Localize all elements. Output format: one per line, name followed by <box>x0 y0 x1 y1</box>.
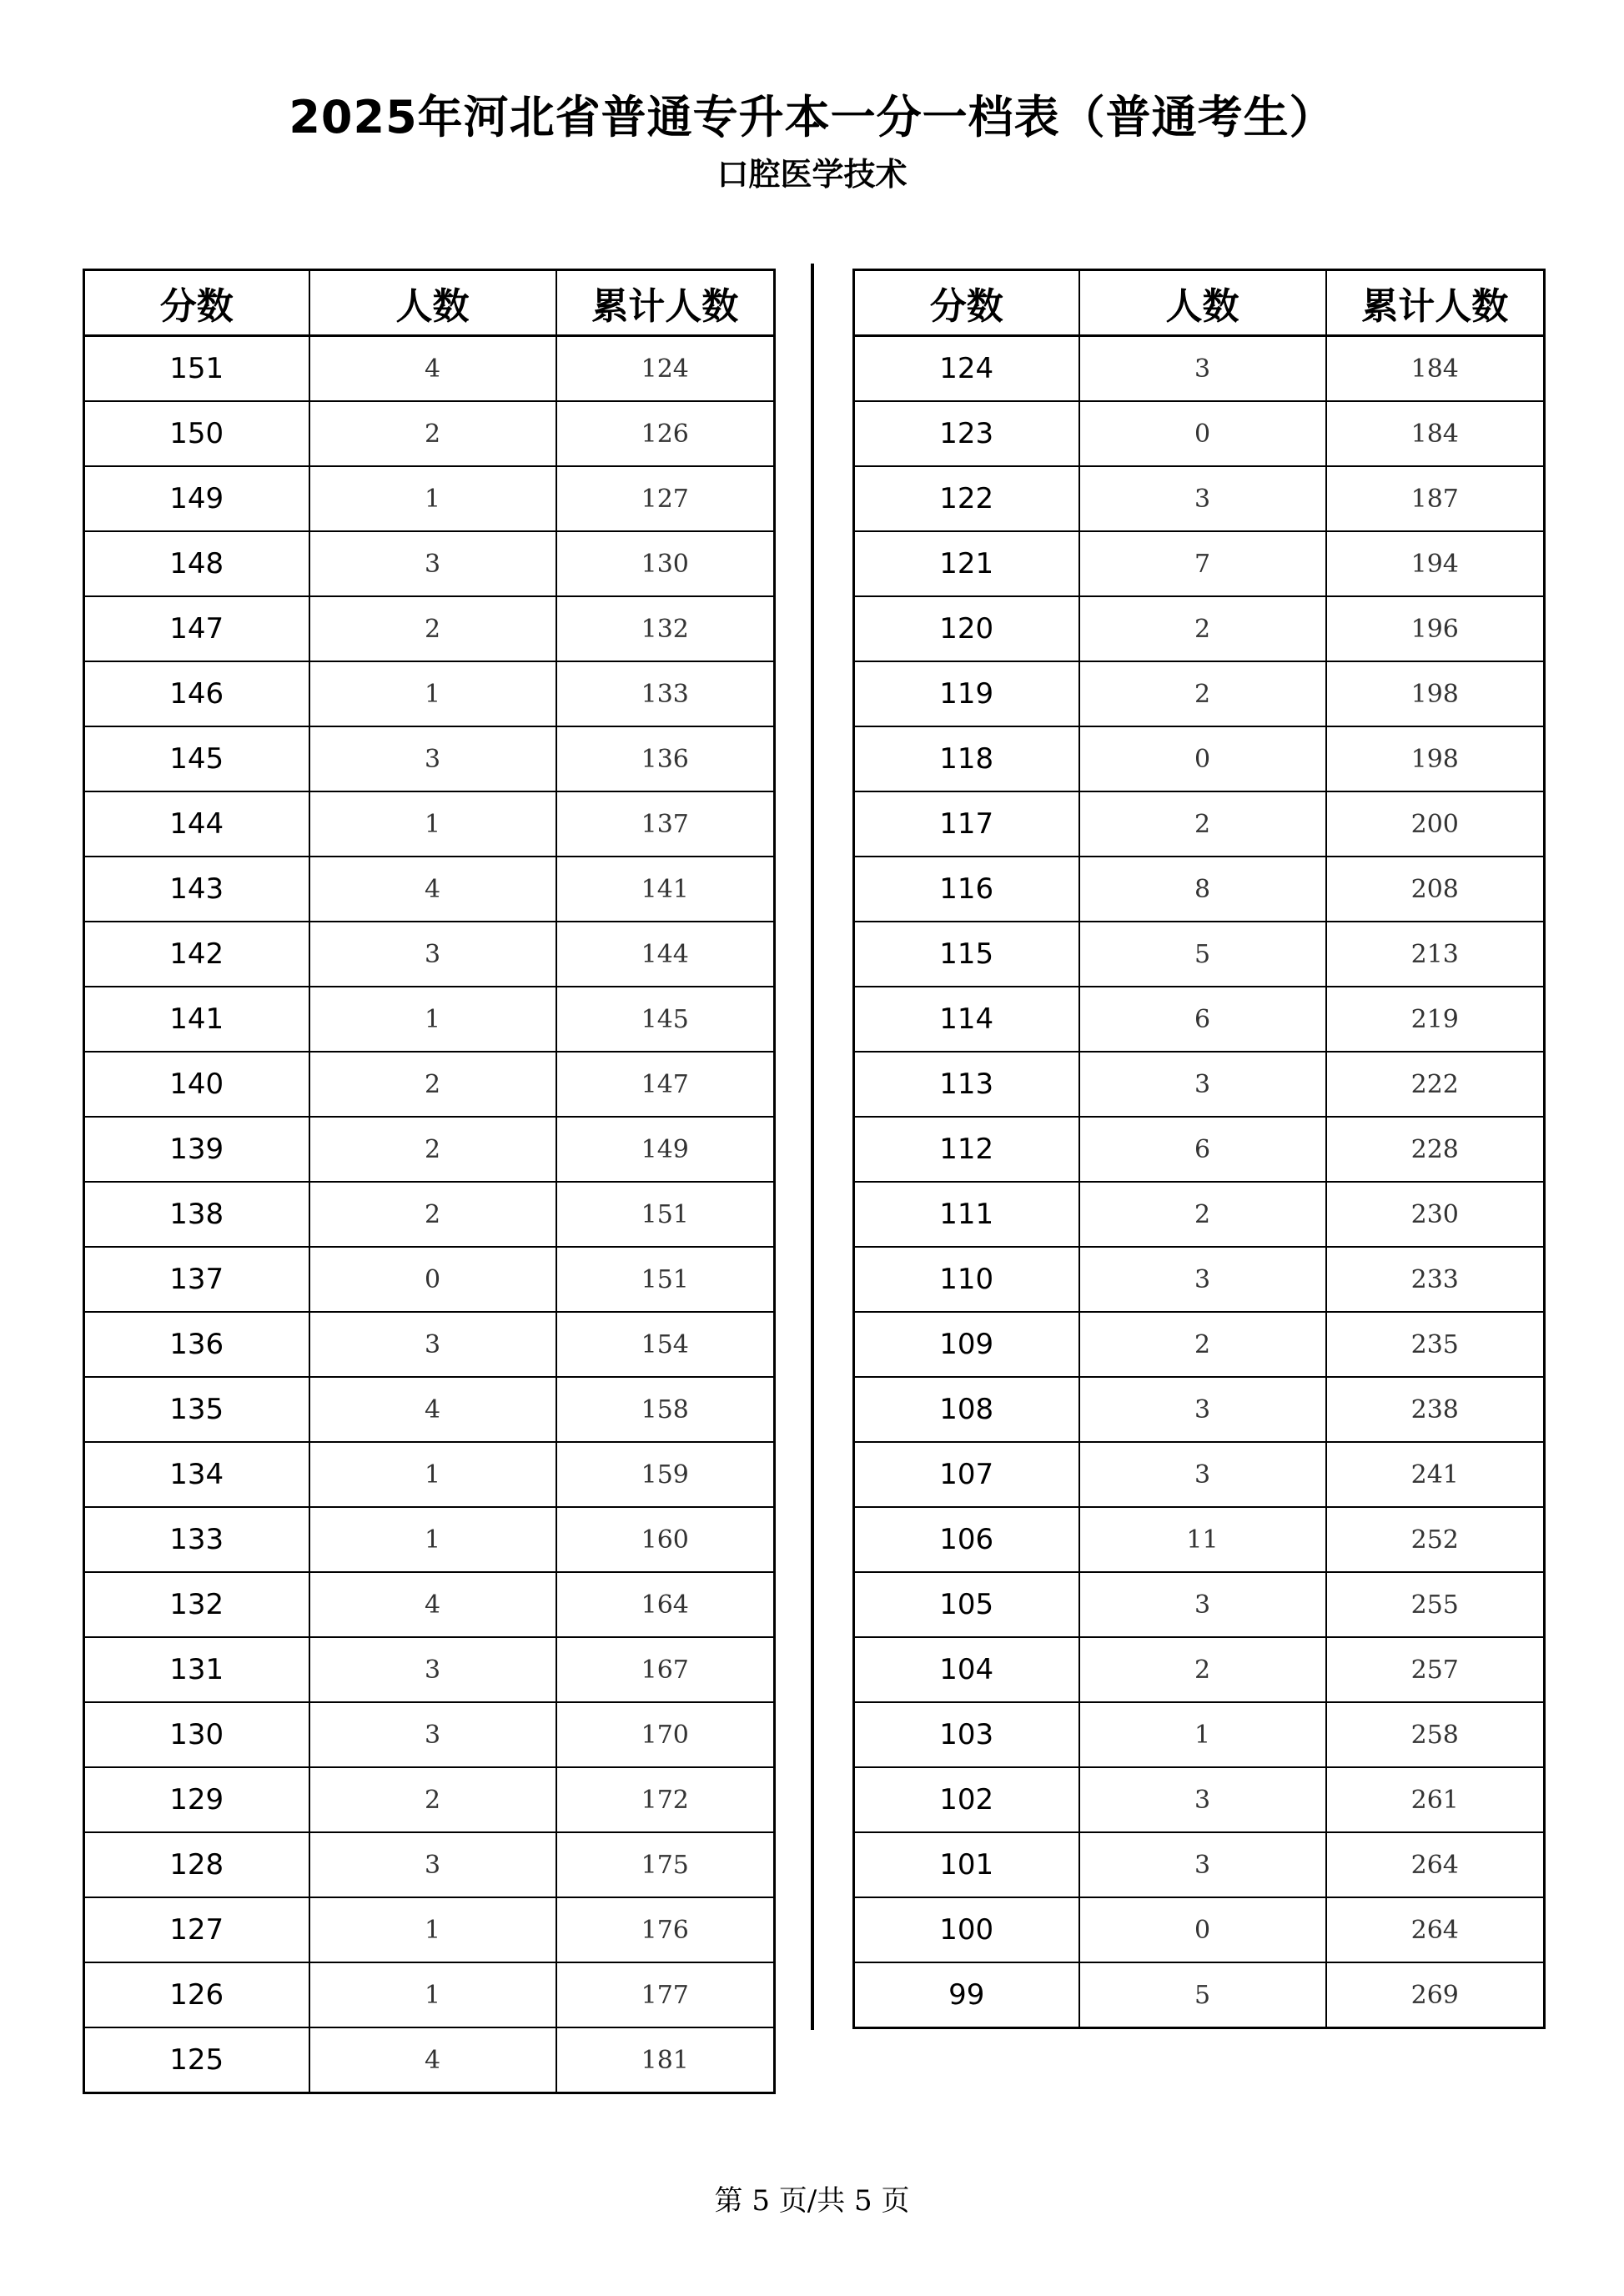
cumulative-cell: 126 <box>556 401 775 466</box>
table-row <box>84 661 775 726</box>
table-row <box>854 1442 1545 1507</box>
count-cell: 3 <box>1079 336 1326 402</box>
count-cell: 3 <box>309 1637 556 1702</box>
count-cell: 3 <box>309 531 556 596</box>
cumulative-cell: 194 <box>1326 531 1545 596</box>
table-row <box>854 466 1545 531</box>
table-row <box>854 726 1545 791</box>
score-cell: 122 <box>854 466 1079 531</box>
table-row <box>84 1767 775 1832</box>
column-header-cumulative: 累计人数 <box>556 270 775 336</box>
table-row <box>854 661 1545 726</box>
count-cell: 2 <box>309 596 556 661</box>
count-cell: 4 <box>309 857 556 922</box>
count-cell: 4 <box>309 336 556 402</box>
table-row <box>84 1507 775 1572</box>
table-row <box>84 1182 775 1247</box>
count-cell: 0 <box>1079 401 1326 466</box>
count-cell: 1 <box>309 791 556 857</box>
cumulative-cell: 200 <box>1326 791 1545 857</box>
table-row <box>84 1572 775 1637</box>
count-cell: 5 <box>1079 922 1326 987</box>
column-divider <box>811 264 814 2030</box>
table-row <box>854 1182 1545 1247</box>
table-row <box>84 1832 775 1897</box>
cumulative-cell: 144 <box>556 922 775 987</box>
cumulative-cell: 257 <box>1326 1637 1545 1702</box>
score-cell: 105 <box>854 1572 1079 1637</box>
score-table-right <box>852 269 1546 2029</box>
cumulative-cell: 255 <box>1326 1572 1545 1637</box>
cumulative-cell: 145 <box>556 987 775 1052</box>
count-cell: 5 <box>1079 1962 1326 2028</box>
score-cell: 147 <box>84 596 309 661</box>
score-cell: 117 <box>854 791 1079 857</box>
count-cell: 2 <box>309 401 556 466</box>
cumulative-cell: 264 <box>1326 1832 1545 1897</box>
table-row <box>854 401 1545 466</box>
count-cell: 6 <box>1079 1117 1326 1182</box>
cumulative-cell: 149 <box>556 1117 775 1182</box>
table-row <box>84 1637 775 1702</box>
table-row <box>84 791 775 857</box>
cumulative-cell: 167 <box>556 1637 775 1702</box>
count-cell: 11 <box>1079 1507 1326 1572</box>
cumulative-cell: 127 <box>556 466 775 531</box>
score-cell: 134 <box>84 1442 309 1507</box>
cumulative-cell: 151 <box>556 1182 775 1247</box>
score-cell: 140 <box>84 1052 309 1117</box>
cumulative-cell: 258 <box>1326 1702 1545 1767</box>
column-header-score: 分数 <box>84 270 309 336</box>
cumulative-cell: 252 <box>1326 1507 1545 1572</box>
table-row <box>84 922 775 987</box>
cumulative-cell: 213 <box>1326 922 1545 987</box>
score-cell: 102 <box>854 1767 1079 1832</box>
column-header-count: 人数 <box>309 270 556 336</box>
cumulative-cell: 233 <box>1326 1247 1545 1312</box>
count-cell: 2 <box>1079 1182 1326 1247</box>
page-subtitle: 口腔医学技术 <box>716 156 908 193</box>
score-cell: 100 <box>854 1897 1079 1962</box>
cumulative-cell: 172 <box>556 1767 775 1832</box>
count-cell: 2 <box>1079 596 1326 661</box>
score-cell: 143 <box>84 857 309 922</box>
score-cell: 136 <box>84 1312 309 1377</box>
count-cell: 3 <box>309 1312 556 1377</box>
count-cell: 6 <box>1079 987 1326 1052</box>
score-cell: 142 <box>84 922 309 987</box>
count-cell: 3 <box>309 1832 556 1897</box>
score-cell: 99 <box>854 1962 1079 2028</box>
cumulative-cell: 264 <box>1326 1897 1545 1962</box>
score-cell: 141 <box>84 987 309 1052</box>
cumulative-cell: 222 <box>1326 1052 1545 1117</box>
cumulative-cell: 235 <box>1326 1312 1545 1377</box>
count-cell: 1 <box>309 661 556 726</box>
table-row <box>84 2027 775 2093</box>
score-cell: 119 <box>854 661 1079 726</box>
count-cell: 2 <box>309 1052 556 1117</box>
table-row <box>84 726 775 791</box>
score-cell: 107 <box>854 1442 1079 1507</box>
cumulative-cell: 198 <box>1326 726 1545 791</box>
count-cell: 1 <box>309 1442 556 1507</box>
count-cell: 4 <box>309 1377 556 1442</box>
score-cell: 104 <box>854 1637 1079 1702</box>
score-cell: 108 <box>854 1377 1079 1442</box>
score-cell: 111 <box>854 1182 1079 1247</box>
cumulative-cell: 184 <box>1326 401 1545 466</box>
count-cell: 1 <box>309 1962 556 2027</box>
count-cell: 3 <box>309 726 556 791</box>
score-cell: 112 <box>854 1117 1079 1182</box>
score-cell: 106 <box>854 1507 1079 1572</box>
table-row <box>84 1897 775 1962</box>
table-row <box>84 466 775 531</box>
cumulative-cell: 176 <box>556 1897 775 1962</box>
table-row <box>854 596 1545 661</box>
count-cell: 3 <box>309 922 556 987</box>
score-cell: 101 <box>854 1832 1079 1897</box>
cumulative-cell: 170 <box>556 1702 775 1767</box>
score-cell: 135 <box>84 1377 309 1442</box>
count-cell: 0 <box>1079 1897 1326 1962</box>
cumulative-cell: 158 <box>556 1377 775 1442</box>
score-cell: 127 <box>84 1897 309 1962</box>
count-cell: 2 <box>1079 1637 1326 1702</box>
count-cell: 2 <box>309 1182 556 1247</box>
cumulative-cell: 177 <box>556 1962 775 2027</box>
count-cell: 3 <box>1079 466 1326 531</box>
score-cell: 123 <box>854 401 1079 466</box>
table-row <box>84 1377 775 1442</box>
score-cell: 149 <box>84 466 309 531</box>
score-cell: 151 <box>84 336 309 402</box>
cumulative-cell: 198 <box>1326 661 1545 726</box>
count-cell: 7 <box>1079 531 1326 596</box>
cumulative-cell: 132 <box>556 596 775 661</box>
table-row <box>854 1897 1545 1962</box>
cumulative-cell: 137 <box>556 791 775 857</box>
cumulative-cell: 159 <box>556 1442 775 1507</box>
table-row <box>84 1962 775 2027</box>
cumulative-cell: 175 <box>556 1832 775 1897</box>
table-row <box>84 1052 775 1117</box>
table-row <box>854 1507 1545 1572</box>
cumulative-cell: 269 <box>1326 1962 1545 2028</box>
count-cell: 2 <box>309 1117 556 1182</box>
table-row <box>84 1442 775 1507</box>
score-cell: 126 <box>84 1962 309 2027</box>
column-header-score: 分数 <box>854 270 1079 336</box>
table-row <box>854 336 1545 402</box>
column-header-count: 人数 <box>1079 270 1326 336</box>
score-cell: 110 <box>854 1247 1079 1312</box>
score-cell: 146 <box>84 661 309 726</box>
score-cell: 145 <box>84 726 309 791</box>
count-cell: 1 <box>309 987 556 1052</box>
table-row <box>84 1312 775 1377</box>
table-row <box>854 1702 1545 1767</box>
count-cell: 0 <box>1079 726 1326 791</box>
table-row <box>854 1052 1545 1117</box>
score-cell: 130 <box>84 1702 309 1767</box>
cumulative-cell: 261 <box>1326 1767 1545 1832</box>
score-cell: 133 <box>84 1507 309 1572</box>
column-header-cumulative: 累计人数 <box>1326 270 1545 336</box>
count-cell: 4 <box>309 2027 556 2093</box>
count-cell: 3 <box>1079 1377 1326 1442</box>
count-cell: 1 <box>309 1507 556 1572</box>
score-cell: 148 <box>84 531 309 596</box>
count-cell: 3 <box>1079 1052 1326 1117</box>
score-cell: 121 <box>854 531 1079 596</box>
cumulative-cell: 151 <box>556 1247 775 1312</box>
cumulative-cell: 238 <box>1326 1377 1545 1442</box>
score-cell: 115 <box>854 922 1079 987</box>
score-cell: 131 <box>84 1637 309 1702</box>
cumulative-cell: 228 <box>1326 1117 1545 1182</box>
cumulative-cell: 154 <box>556 1312 775 1377</box>
table-row <box>854 987 1545 1052</box>
table-row <box>854 1767 1545 1832</box>
cumulative-cell: 136 <box>556 726 775 791</box>
score-cell: 137 <box>84 1247 309 1312</box>
cumulative-cell: 141 <box>556 857 775 922</box>
score-cell: 139 <box>84 1117 309 1182</box>
table-row <box>854 1377 1545 1442</box>
cumulative-cell: 241 <box>1326 1442 1545 1507</box>
count-cell: 8 <box>1079 857 1326 922</box>
table-row <box>84 401 775 466</box>
count-cell: 1 <box>309 1897 556 1962</box>
cumulative-cell: 208 <box>1326 857 1545 922</box>
cumulative-cell: 130 <box>556 531 775 596</box>
table-row <box>854 791 1545 857</box>
count-cell: 2 <box>1079 1312 1326 1377</box>
table-row <box>854 922 1545 987</box>
cumulative-cell: 160 <box>556 1507 775 1572</box>
count-cell: 3 <box>1079 1247 1326 1312</box>
table-row <box>84 987 775 1052</box>
cumulative-cell: 184 <box>1326 336 1545 402</box>
table-row <box>854 1637 1545 1702</box>
table-row <box>854 1312 1545 1377</box>
count-cell: 3 <box>309 1702 556 1767</box>
cumulative-cell: 164 <box>556 1572 775 1637</box>
score-cell: 132 <box>84 1572 309 1637</box>
table-row <box>84 857 775 922</box>
cumulative-cell: 196 <box>1326 596 1545 661</box>
score-cell: 125 <box>84 2027 309 2093</box>
score-cell: 129 <box>84 1767 309 1832</box>
count-cell: 2 <box>1079 661 1326 726</box>
score-cell: 114 <box>854 987 1079 1052</box>
page-footer: 第 5 页/共 5 页 <box>714 2184 910 2218</box>
table-row <box>854 531 1545 596</box>
cumulative-cell: 133 <box>556 661 775 726</box>
count-cell: 3 <box>1079 1832 1326 1897</box>
cumulative-cell: 147 <box>556 1052 775 1117</box>
cumulative-cell: 187 <box>1326 466 1545 531</box>
count-cell: 1 <box>1079 1702 1326 1767</box>
score-cell: 118 <box>854 726 1079 791</box>
cumulative-cell: 181 <box>556 2027 775 2093</box>
table-row <box>84 1702 775 1767</box>
page-title: 2025年河北省普通专升本一分一档表（普通考生） <box>289 91 1335 143</box>
table-row <box>84 531 775 596</box>
score-cell: 124 <box>854 336 1079 402</box>
table-row <box>854 1117 1545 1182</box>
score-cell: 128 <box>84 1832 309 1897</box>
table-row <box>854 1962 1545 2028</box>
table-row <box>84 1247 775 1312</box>
count-cell: 3 <box>1079 1572 1326 1637</box>
table-row <box>84 596 775 661</box>
count-cell: 0 <box>309 1247 556 1312</box>
score-cell: 116 <box>854 857 1079 922</box>
count-cell: 4 <box>309 1572 556 1637</box>
score-cell: 113 <box>854 1052 1079 1117</box>
table-row <box>854 1247 1545 1312</box>
count-cell: 3 <box>1079 1442 1326 1507</box>
count-cell: 3 <box>1079 1767 1326 1832</box>
score-cell: 150 <box>84 401 309 466</box>
count-cell: 2 <box>1079 791 1326 857</box>
table-row <box>854 857 1545 922</box>
score-table-left <box>83 269 776 2094</box>
table-header-row <box>84 270 775 336</box>
score-cell: 144 <box>84 791 309 857</box>
cumulative-cell: 230 <box>1326 1182 1545 1247</box>
score-cell: 120 <box>854 596 1079 661</box>
table-row <box>84 1117 775 1182</box>
table-row <box>84 336 775 402</box>
score-cell: 103 <box>854 1702 1079 1767</box>
table-row <box>854 1572 1545 1637</box>
table-header-row <box>854 270 1545 336</box>
count-cell: 1 <box>309 466 556 531</box>
count-cell: 2 <box>309 1767 556 1832</box>
cumulative-cell: 219 <box>1326 987 1545 1052</box>
cumulative-cell: 124 <box>556 336 775 402</box>
score-cell: 109 <box>854 1312 1079 1377</box>
score-cell: 138 <box>84 1182 309 1247</box>
table-row <box>854 1832 1545 1897</box>
